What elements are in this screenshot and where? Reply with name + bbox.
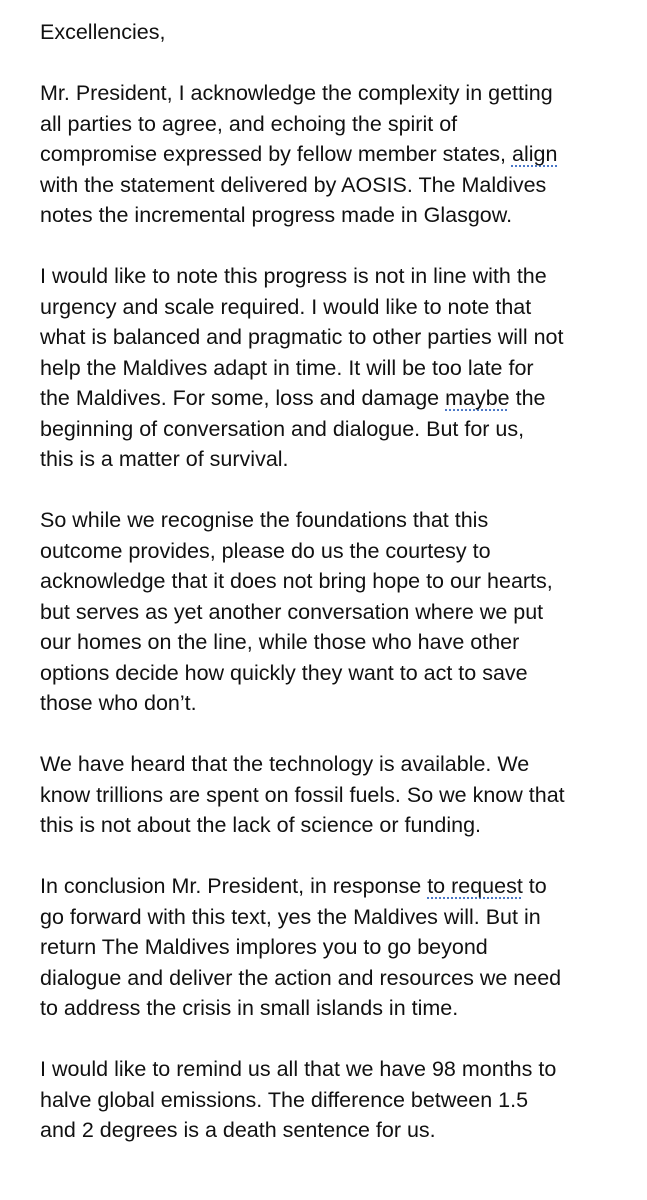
text-segment: what is balanced and pragmatic to other parties will not: [40, 325, 564, 349]
text-segment: Mr. President, I acknowledge the complexity in getting: [40, 81, 553, 105]
text-line: [40, 322, 620, 353]
text-segment: return The Maldives implores you to go beyond: [40, 935, 488, 959]
text-line: [40, 993, 620, 1024]
statement-document: [40, 17, 620, 1176]
text-segment: notes the incremental progress made in Glasgow.: [40, 203, 513, 227]
paragraph-1: [40, 78, 620, 231]
text-segment: compromise expressed by fellow member states,: [40, 142, 512, 166]
text-segment: options decide how quickly they want to act to save: [40, 660, 528, 685]
text-line: [40, 170, 620, 201]
text-line: [40, 1085, 620, 1116]
text-segment: In conclusion Mr. President, in response: [40, 874, 428, 898]
text-segment: to address the crisis in small islands in time.: [40, 996, 459, 1020]
paragraph-5: [40, 871, 620, 1024]
text-segment: the Maldives. For some, loss and damage: [40, 386, 446, 410]
paragraph-3: [40, 505, 620, 719]
text-segment: all parties to agree, and echoing the spirit of: [40, 111, 458, 136]
paragraph-6: [40, 1054, 620, 1146]
text-line: [40, 810, 620, 841]
paragraph-2: [40, 261, 620, 475]
text-line: [40, 902, 620, 933]
text-line: [40, 780, 620, 811]
grammar-flagged-word[interactable]: to request: [427, 874, 523, 898]
text-line: [40, 566, 620, 597]
text-segment: to: [522, 874, 547, 898]
text-line: [40, 78, 620, 109]
text-segment: our homes on the line, while those who have other: [40, 630, 520, 654]
text-segment: I would like to remind us all that we have 98 months to: [40, 1057, 557, 1081]
text-segment: So while we recognise the foundations that this: [40, 508, 489, 532]
statement-body: [40, 78, 620, 1146]
text-segment: and 2 degrees is a death sentence for us.: [40, 1118, 436, 1142]
grammar-flagged-word[interactable]: maybe: [445, 386, 510, 410]
text-line: [40, 627, 620, 658]
text-segment: I would like to note this progress is not in line with the: [40, 264, 547, 288]
text-segment: halve global emissions. The difference between 1.5: [40, 1087, 529, 1112]
text-segment: beginning of conversation and dialogue. But for us,: [40, 416, 525, 441]
text-segment: the: [509, 386, 546, 410]
text-line: [40, 871, 620, 902]
text-line: [40, 688, 620, 719]
text-segment: this is a matter of survival.: [40, 447, 289, 471]
text-line: [40, 597, 620, 628]
text-line: [40, 1054, 620, 1085]
text-line: [40, 749, 620, 780]
salutation-text: Excellencies,: [40, 20, 166, 44]
text-line: [40, 536, 620, 567]
text-line: [40, 505, 620, 536]
text-segment: outcome provides, please do us the courtesy to: [40, 538, 491, 563]
text-line: [40, 414, 620, 445]
text-segment: We have heard that the technology is available. We: [40, 752, 530, 776]
text-line: [40, 292, 620, 323]
text-line: [40, 444, 620, 475]
grammar-flagged-word[interactable]: align: [511, 142, 558, 166]
text-segment: dialogue and deliver the action and resources we need: [40, 965, 562, 990]
text-segment: help the Maldives adapt in time. It will be too late for: [40, 355, 534, 380]
text-segment: but serves as yet another conversation where we put: [40, 599, 544, 624]
text-line: [40, 109, 620, 140]
text-line: [40, 383, 620, 414]
text-line: [40, 658, 620, 689]
salutation: [40, 17, 620, 48]
text-segment: urgency and scale required. I would like to note that: [40, 294, 532, 319]
text-segment: know trillions are spent on fossil fuels. So we know that: [40, 782, 565, 807]
text-line: [40, 261, 620, 292]
text-line: [40, 139, 620, 170]
text-line: [40, 200, 620, 231]
text-segment: those who don’t.: [40, 691, 197, 715]
text-segment: acknowledge that it does not bring hope to our hearts,: [40, 569, 553, 593]
paragraph-4: [40, 749, 620, 841]
text-segment: go forward with this text, yes the Maldives will. But in: [40, 904, 541, 929]
text-segment: this is not about the lack of science or funding.: [40, 813, 482, 837]
text-line: [40, 963, 620, 994]
text-line: [40, 353, 620, 384]
text-line: [40, 932, 620, 963]
text-line: [40, 1115, 620, 1146]
text-segment: with the statement delivered by AOSIS. The Maldives: [40, 172, 547, 197]
